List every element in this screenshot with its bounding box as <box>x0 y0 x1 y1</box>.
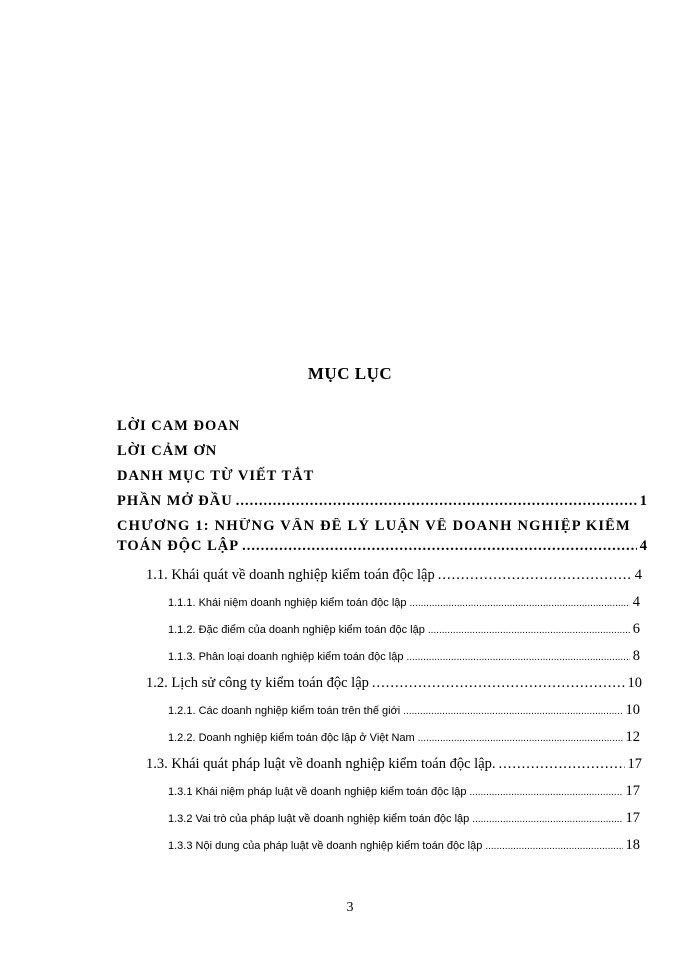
toc-entry-label: 1.3.3 Nội dung của pháp luật về doanh nghiệp kiểm toán độc lập <box>168 840 483 852</box>
toc-entry-loi-cam-on: LỜI CẢM ƠN <box>117 443 218 459</box>
toc-section-1-1-3 <box>168 648 640 665</box>
toc-page-number: 4 <box>639 538 648 554</box>
toc-section-1-1-1 <box>168 594 640 611</box>
toc-section-1-1 <box>146 567 642 584</box>
toc-section-1-3-2 <box>168 810 640 827</box>
dot-leader <box>403 706 622 717</box>
toc-page-number: 18 <box>625 837 640 853</box>
dot-leader <box>406 652 629 663</box>
toc-section-1-2-1 <box>168 702 640 719</box>
dot-leader <box>469 787 622 798</box>
dot-leader <box>438 567 632 584</box>
toc-entry-label: 1.2. Lịch sử công ty kiểm toán độc lập <box>146 675 369 691</box>
toc-entry-label: 1.3.2 Vai trò của pháp luật về doanh nghiệp kiểm toán độc lập <box>168 813 470 825</box>
dot-leader <box>472 814 622 825</box>
dot-leader <box>485 841 622 852</box>
dot-leader <box>410 598 630 609</box>
toc-entry-label: TOÁN ĐỘC LẬP <box>117 538 240 554</box>
toc-page-number: 8 <box>632 648 640 664</box>
toc-entry-phan-mo-dau <box>117 493 648 510</box>
toc-section-1-2-2 <box>168 729 640 746</box>
toc-entry-label: 1.2.1. Các doanh nghiệp kiểm toán trên thế giới <box>168 705 401 717</box>
toc-page-number: 17 <box>627 756 642 772</box>
toc-page-number: 17 <box>625 783 640 799</box>
toc-chapter-1-line1: CHƯƠNG 1: NHỮNG VẤN ĐỀ LÝ LUẬN VỀ DOANH NGHIỆP KIỂM <box>117 518 631 534</box>
toc-entry-label: PHẦN MỞ ĐẦU <box>117 493 233 509</box>
dot-leader <box>236 493 637 510</box>
toc-section-1-3 <box>146 756 642 773</box>
dot-leader <box>418 733 623 744</box>
toc-section-1-2 <box>146 675 642 692</box>
toc-entry-label: 1.1. Khái quát về doanh nghiệp kiểm toán độc lập <box>146 567 435 583</box>
toc-page-number: 1 <box>639 493 648 509</box>
toc-entry-loi-cam-doan: LỜI CAM ĐOAN <box>117 418 241 434</box>
toc-chapter-1-line2 <box>117 538 648 555</box>
dot-leader <box>499 756 625 773</box>
toc-page-number: 17 <box>625 810 640 826</box>
toc-page-number: 4 <box>632 594 640 610</box>
toc-entry-label: 1.3.1 Khái niệm pháp luật về doanh nghiệp kiểm toán độc lập <box>168 786 467 798</box>
toc-page-number: 10 <box>627 675 642 691</box>
toc-entry-label: 1.1.2. Đặc điểm của doanh nghiệp kiểm toán độc lập <box>168 624 425 636</box>
dot-leader <box>372 675 625 692</box>
toc-entry-danh-muc-tu-viet-tat: DANH MỤC TỪ VIẾT TẮT <box>117 468 315 484</box>
toc-title: MỤC LỤC <box>307 364 393 383</box>
toc-entry-label: 1.1.3. Phân loại doanh nghiệp kiểm toán độc lập <box>168 651 404 663</box>
toc-page-number: 10 <box>625 702 640 718</box>
toc-entry-label: 1.2.2. Doanh nghiệp kiểm toán độc lập ở Việt Nam <box>168 732 415 744</box>
toc-page-number: 6 <box>632 621 640 637</box>
toc-entry-label: 1.3. Khái quát pháp luật về doanh nghiệp kiểm toán độc lập. <box>146 756 496 772</box>
dot-leader <box>242 538 637 555</box>
toc-page-number: 4 <box>634 567 642 583</box>
toc-section-1-3-1 <box>168 783 640 800</box>
page-number: 3 <box>346 900 354 915</box>
toc-entry-label: 1.1.1. Khái niệm doanh nghiệp kiểm toán độc lập <box>168 597 407 609</box>
toc-section-1-3-3 <box>168 837 640 854</box>
toc-section-1-1-2 <box>168 621 640 638</box>
toc-page-number: 12 <box>625 729 640 745</box>
dot-leader <box>428 625 630 636</box>
